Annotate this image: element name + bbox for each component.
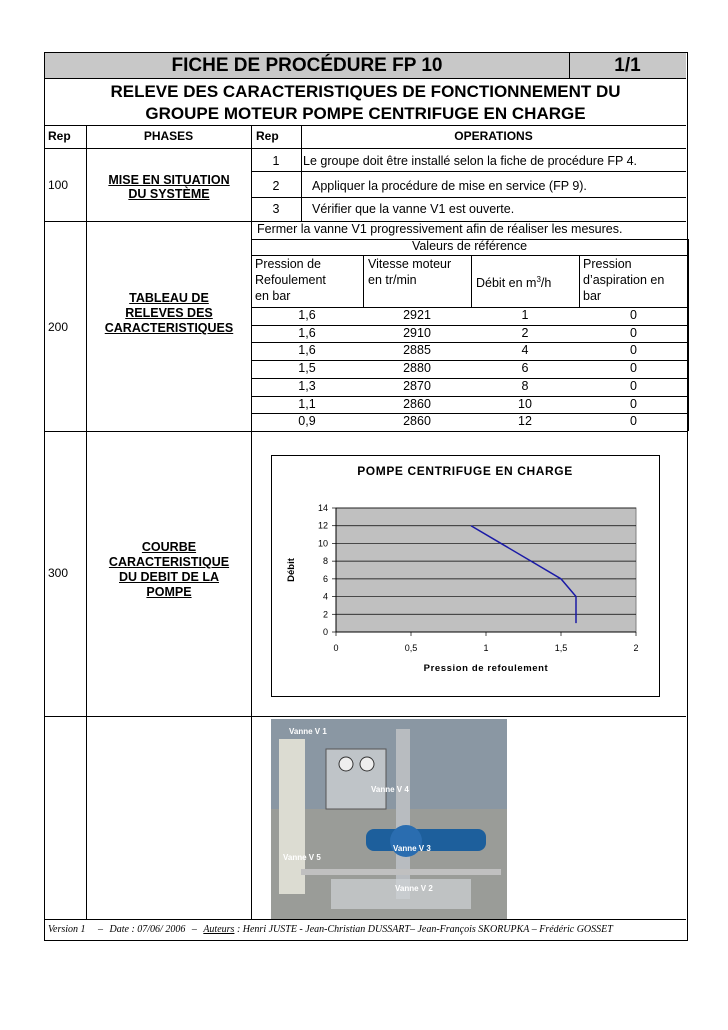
column-divider (301, 125, 302, 148)
header-text: Débit en m (476, 276, 537, 291)
x-axis-label: Pression de refoulement (423, 663, 549, 674)
y-tick-label: 0 (322, 627, 328, 637)
phase-200-line-1: TABLEAU DE (129, 291, 209, 305)
phase-300-line-2: CARACTERISTIQUE (108, 555, 230, 569)
step-text: Appliquer la procédure de mise en service (FP 9). (312, 179, 587, 193)
phase-200-line-3: CARACTERISTIQUES (104, 321, 234, 335)
page-number: 1/1 (614, 55, 641, 76)
footer-dash: – (98, 924, 103, 935)
y-tick-label: 8 (322, 556, 328, 567)
photo-label: Vanne V 4 (371, 785, 409, 794)
instruction-text: Fermer la vanne V1 progressivement afin de réaliser les mesures. (257, 222, 623, 236)
col-rep-header: Rep (48, 129, 71, 143)
chart-title: POMPE CENTRIFUGE EN CHARGE (357, 464, 573, 478)
col-pressure-header (255, 256, 326, 304)
y-tick-label: 10 (317, 538, 328, 549)
col-phases-header: PHASES (143, 129, 194, 143)
col-operations-header: OPERATIONS (454, 129, 533, 143)
table-cell: 12 (518, 414, 532, 429)
header-line: en tr/min (368, 273, 417, 287)
table-cell: 0,9 (298, 414, 316, 429)
photo-label: Vanne V 5 (283, 853, 321, 862)
column-divider (301, 148, 302, 221)
rule (251, 239, 688, 240)
rule (45, 919, 686, 920)
col-suction-header (583, 256, 664, 304)
header-line: Vitesse moteur (368, 257, 452, 271)
x-tick-label: 1,5 (554, 643, 568, 653)
rep-300: 300 (48, 566, 69, 580)
table-cell: 1 (521, 308, 529, 322)
table-cell: 2870 (403, 378, 431, 393)
procedure-sheet (44, 52, 688, 941)
table-cell: 0 (630, 396, 637, 411)
phase-100-line-2: DU SYSTÈME (128, 187, 210, 201)
phase-300-line-1: COURBE (141, 540, 197, 554)
step-text: Le groupe doit être installé selon la fiche de procédure FP 4. (303, 154, 638, 168)
y-tick-label: 4 (322, 591, 328, 602)
header-line: d’aspiration en (583, 273, 665, 287)
table-cell: 1,1 (298, 396, 316, 411)
y-tick-label: 12 (317, 520, 328, 531)
reference-title: Valeurs de référence (411, 239, 528, 253)
phase-100-line-1: MISE EN SITUATION (108, 173, 230, 187)
table-cell: 10 (518, 396, 532, 411)
x-tick-label: 2 (633, 643, 639, 653)
header-line: Pression (583, 257, 632, 271)
footer-dash: – (191, 924, 197, 935)
subtitle-line-2: GROUPE MOTEUR POMPE CENTRIFUGE EN CHARGE (145, 104, 586, 123)
table-divider (471, 255, 472, 307)
footer-authors: : Henri JUSTE - Jean-Christian DUSSART– Jean-François SKORUPKA – Frédéric GOSSET (234, 924, 613, 935)
rule (45, 431, 686, 432)
col-speed-header (368, 256, 451, 288)
rule (45, 716, 686, 717)
footer-version: Version 1 (48, 924, 86, 935)
header-line: Pression de (255, 257, 322, 271)
table-divider (579, 255, 580, 307)
table-border (688, 239, 689, 431)
rule (45, 148, 686, 149)
header-line: Refoulement (255, 273, 326, 287)
header-superscript: 3 (536, 275, 541, 284)
table-divider (363, 255, 364, 307)
y-tick-label: 2 (322, 609, 328, 620)
table-cell: 0 (630, 325, 637, 340)
table-cell: 2860 (403, 396, 431, 411)
table-cell: 2860 (403, 414, 431, 429)
rule (251, 171, 686, 172)
subtitle-line-1: RELEVE DES CARACTERISTIQUES DE FONCTIONNEMENT DU (110, 82, 621, 101)
table-cell: 1,6 (298, 343, 316, 358)
table-cell: 2 (521, 325, 529, 340)
phase-300-line-4: POMPE (146, 585, 192, 599)
phase-200-line-2: RELEVES DES (125, 306, 213, 320)
installation-photo (271, 719, 507, 919)
header-text: /h (540, 276, 552, 291)
col-flow-header (476, 272, 551, 291)
footer-authors-label: Auteurs (203, 924, 235, 935)
flow-curve-chart (272, 456, 659, 696)
table-cell: 4 (521, 343, 529, 358)
table-cell: 6 (521, 361, 529, 376)
rule (45, 78, 686, 79)
sheet-title: FICHE DE PROCÉDURE FP 10 (171, 55, 443, 76)
chart-frame (271, 455, 660, 697)
table-cell: 0 (630, 343, 637, 358)
table-cell: 0 (630, 308, 637, 322)
table-cell: 2910 (403, 325, 431, 340)
step-number: 1 (272, 154, 280, 168)
header-line: en bar (255, 289, 291, 303)
x-tick-label: 0 (333, 643, 339, 653)
photo-label: Vanne V 3 (393, 844, 431, 853)
x-tick-label: 0,5 (404, 643, 418, 653)
table-cell: 2880 (403, 361, 431, 376)
table-cell: 1,6 (298, 308, 316, 322)
table-cell: 1,3 (298, 378, 316, 393)
table-cell: 0 (630, 361, 637, 376)
step-text: Vérifier que la vanne V1 est ouverte. (312, 202, 515, 216)
table-cell: 8 (521, 378, 529, 393)
table-cell: 2921 (403, 308, 431, 322)
photo-label: Vanne V 2 (395, 884, 433, 893)
footer (48, 924, 613, 935)
table-cell: 0 (630, 378, 637, 393)
step-number: 3 (272, 202, 280, 216)
plot-area (336, 508, 636, 632)
table-cell: 1,5 (298, 361, 316, 376)
rule (45, 125, 686, 126)
y-axis-label: Débit (286, 558, 297, 582)
photo-label: Vanne V 1 (289, 727, 327, 736)
phase-300-line-3: DU DEBIT DE LA (119, 570, 219, 584)
table-cell: 2885 (403, 343, 431, 358)
step-number: 2 (272, 179, 280, 193)
table-cell: 1,6 (298, 325, 316, 340)
rep-100: 100 (48, 178, 69, 192)
rep-200: 200 (48, 320, 69, 334)
footer-date: Date : 07/06/ 2006 (109, 924, 186, 935)
table-cell: 0 (630, 414, 637, 429)
y-tick-label: 6 (322, 573, 328, 584)
y-tick-label: 14 (317, 503, 328, 513)
header-line: bar (583, 289, 602, 303)
rule (251, 197, 686, 198)
col-rep2-header: Rep (256, 129, 279, 143)
photo-illustration (271, 719, 507, 919)
column-divider (86, 125, 87, 919)
x-tick-label: 1 (483, 643, 489, 653)
